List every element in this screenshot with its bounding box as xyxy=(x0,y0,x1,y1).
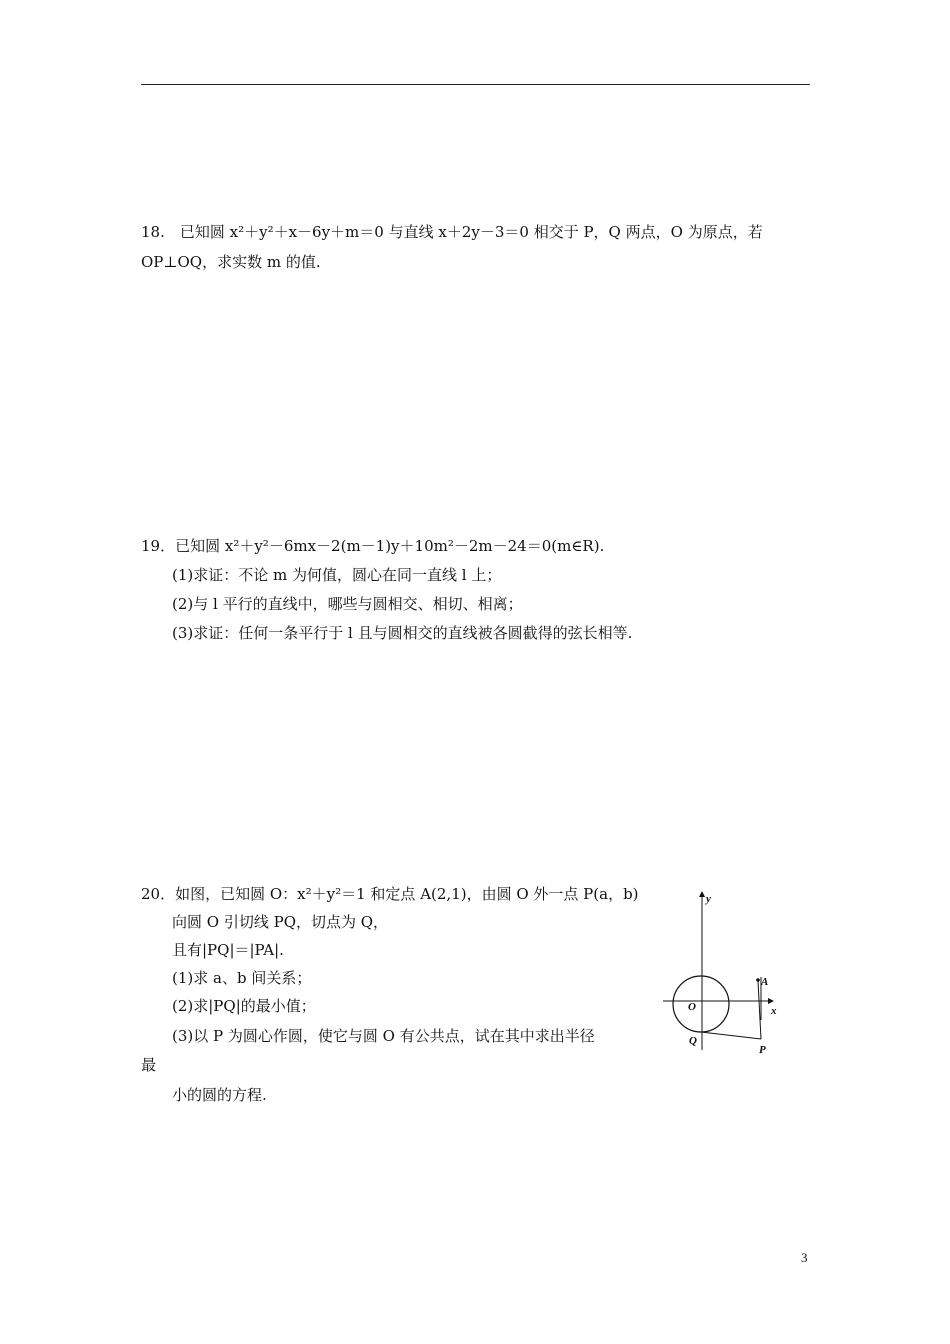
origin-label: O xyxy=(688,1001,696,1013)
problem-20-part-1: (1)求 a、b 间关系； xyxy=(172,969,312,987)
point-a xyxy=(756,978,760,982)
problem-19-line-1: 19．已知圆 x²＋y²－6mx－2(m－1)y＋10m²－2m－24＝0(m∈R). xyxy=(141,537,605,555)
problem-20-line-2: 向圆 O 引切线 PQ，切点为 Q， xyxy=(172,913,389,931)
problem-20-line-1: 20．如图，已知圆 O：x²＋y²＝1 和定点 A(2,1)，由圆 O 外一点 P(a，b) xyxy=(141,885,639,903)
segment-qp xyxy=(701,1032,761,1039)
page-number: 3 xyxy=(801,1250,808,1265)
problem-18-line-2: OP⊥OQ，求实数 m 的值. xyxy=(141,253,321,271)
problem-20-line-3: 且有|PQ|＝|PA|. xyxy=(172,941,284,959)
problem-20-part-2: (2)求|PQ|的最小值； xyxy=(172,997,316,1015)
problem-20-part-3-wrap: 最 xyxy=(141,1056,157,1074)
problem-19-part-3: (3)求证：任何一条平行于 l 且与圆相交的直线被各圆截得的弦长相等. xyxy=(172,624,633,642)
problem-19-part-2: (2)与 l 平行的直线中，哪些与圆相交、相切、相离； xyxy=(172,595,523,613)
header-rule xyxy=(141,84,810,85)
point-q-label: Q xyxy=(689,1035,697,1047)
problem-19-part-1: (1)求证：不论 m 为何值，圆心在同一直线 l 上； xyxy=(172,566,502,584)
problem-18-line-1: 18. 已知圆 x²＋y²＋x－6y＋m＝0 与直线 x＋2y－3＝0 相交于 P，Q 两点，O 为原点，若 xyxy=(141,223,763,241)
x-axis-label: x xyxy=(771,1005,777,1017)
problem-20-part-3-end: 小的圆的方程. xyxy=(172,1086,267,1104)
y-axis-label: y xyxy=(706,893,711,905)
problem-20-part-3: (3)以 P 为圆心作圆，使它与圆 O 有公共点，试在其中求出半径 xyxy=(172,1027,595,1045)
point-a-label: A xyxy=(761,976,769,988)
circle-o xyxy=(673,976,729,1032)
circle-tangent-figure xyxy=(655,882,795,1062)
point-p-label: P xyxy=(759,1044,766,1056)
